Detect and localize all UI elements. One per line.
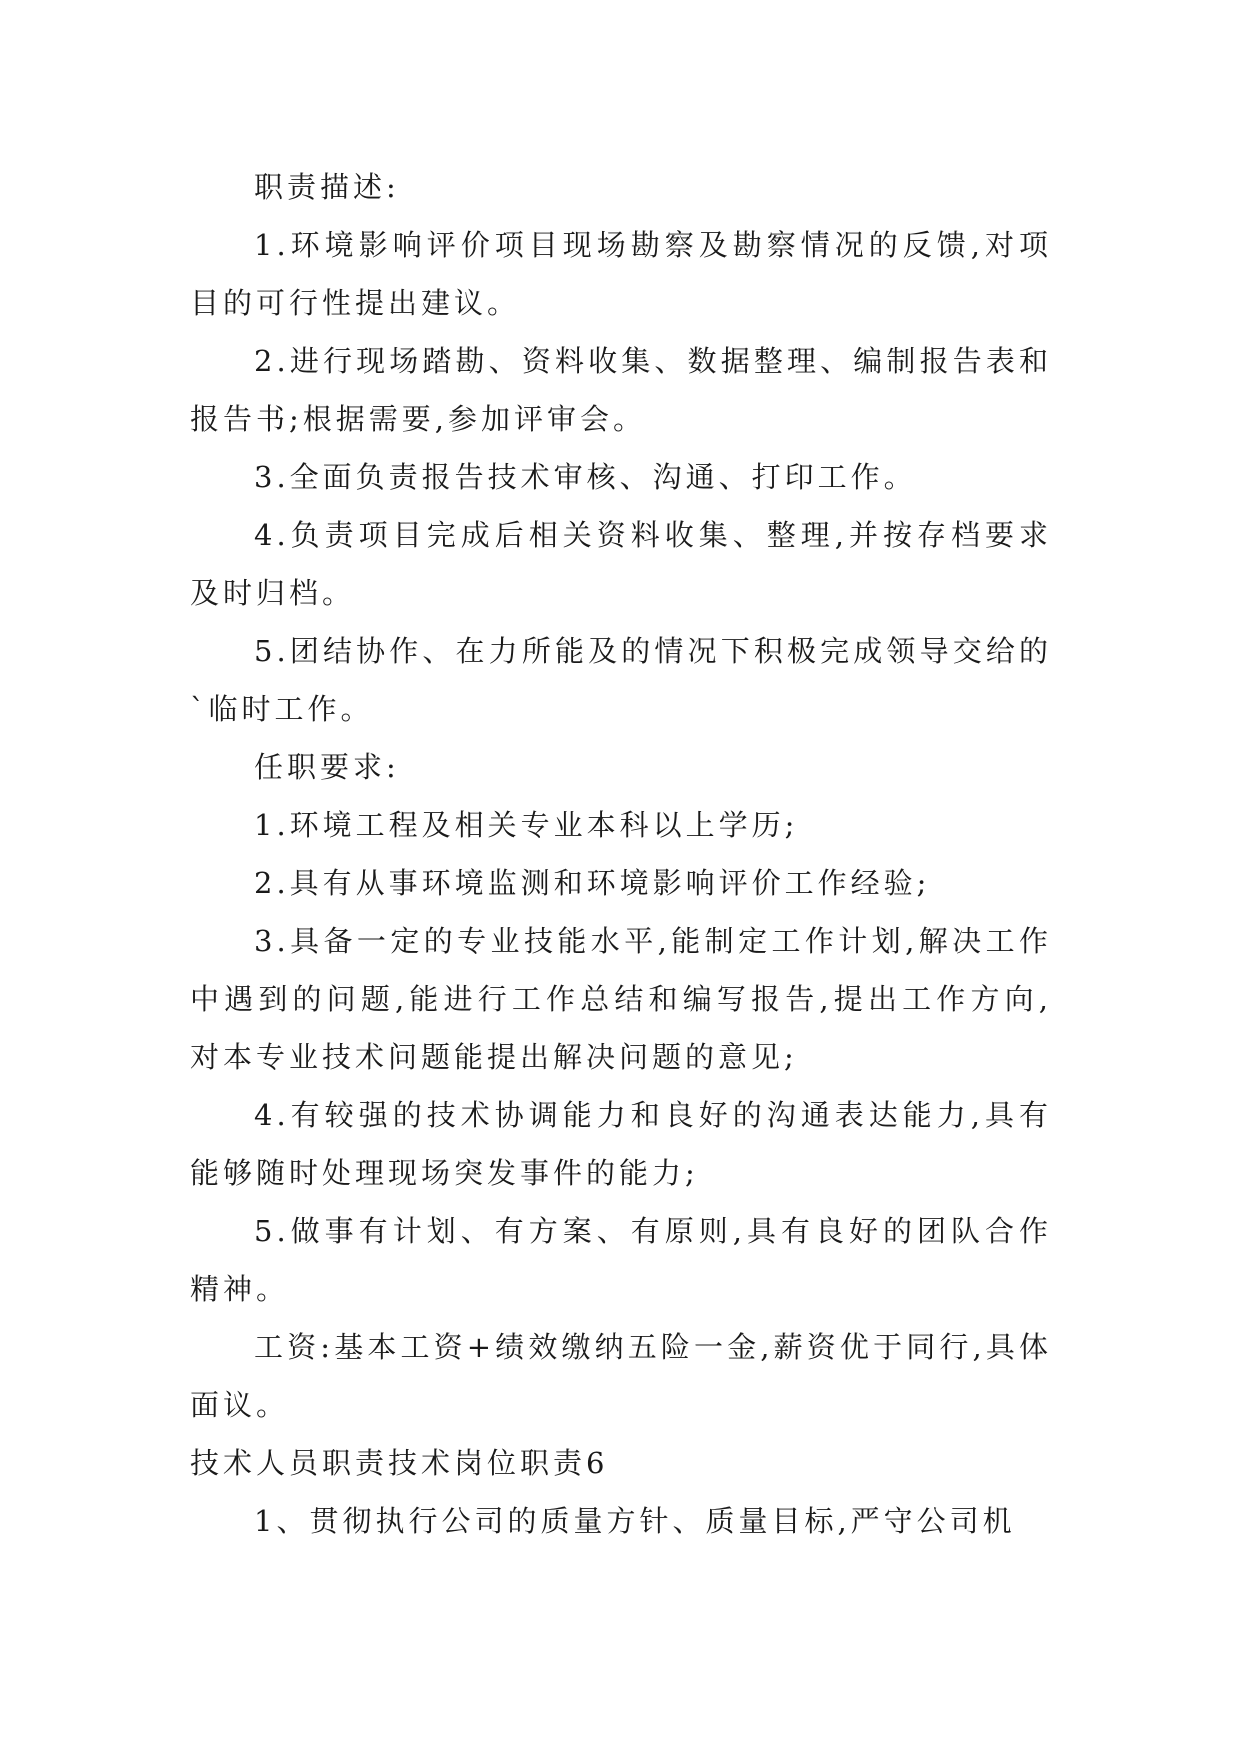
duty-item-5: 5.团结协作、在力所能及的情况下积极完成领导交给的`临时工作。 bbox=[190, 634, 1052, 726]
section-title-requirements: 任职要求: bbox=[254, 750, 400, 784]
duty-item-3: 3.全面负责报告技术审核、沟通、打印工作。 bbox=[254, 460, 917, 494]
requirement-item-1: 1.环境工程及相关专业本科以上学历; bbox=[254, 808, 799, 842]
duty-item-4: 4.负责项目完成后相关资料收集、整理,并按存档要求及时归档。 bbox=[190, 518, 1052, 610]
document-body bbox=[190, 158, 1052, 1550]
section-heading-6: 技术人员职责技术岗位职责6 bbox=[190, 1446, 609, 1480]
duty-item-1: 1.环境影响评价项目现场勘察及勘察情况的反馈,对项目的可行性提出建议。 bbox=[190, 228, 1052, 320]
salary-paragraph: 工资:基本工资+绩效缴纳五险一金,薪资优于同行,具体面议。 bbox=[190, 1330, 1052, 1422]
requirement-item-3: 3.具备一定的专业技能水平,能制定工作计划,解决工作中遇到的问题,能进行工作总结和编写报告,提出工作方向,对本专业技术问题能提出解决问题的意见; bbox=[190, 924, 1052, 1074]
requirement-item-2: 2.具有从事环境监测和环境影响评价工作经验; bbox=[254, 866, 931, 900]
requirement-item-4: 4.有较强的技术协调能力和良好的沟通表达能力,具有能够随时处理现场突发事件的能力; bbox=[190, 1098, 1052, 1190]
duty-item-2: 2.进行现场踏勘、资料收集、数据整理、编制报告表和报告书;根据需要,参加评审会。 bbox=[190, 344, 1052, 436]
requirement-item-5: 5.做事有计划、有方案、有原则,具有良好的团队合作精神。 bbox=[190, 1214, 1052, 1306]
section-6-item-1: 1、贯彻执行公司的质量方针、质量目标,严守公司机 bbox=[254, 1504, 1016, 1538]
section-title-duties: 职责描述: bbox=[254, 170, 400, 204]
